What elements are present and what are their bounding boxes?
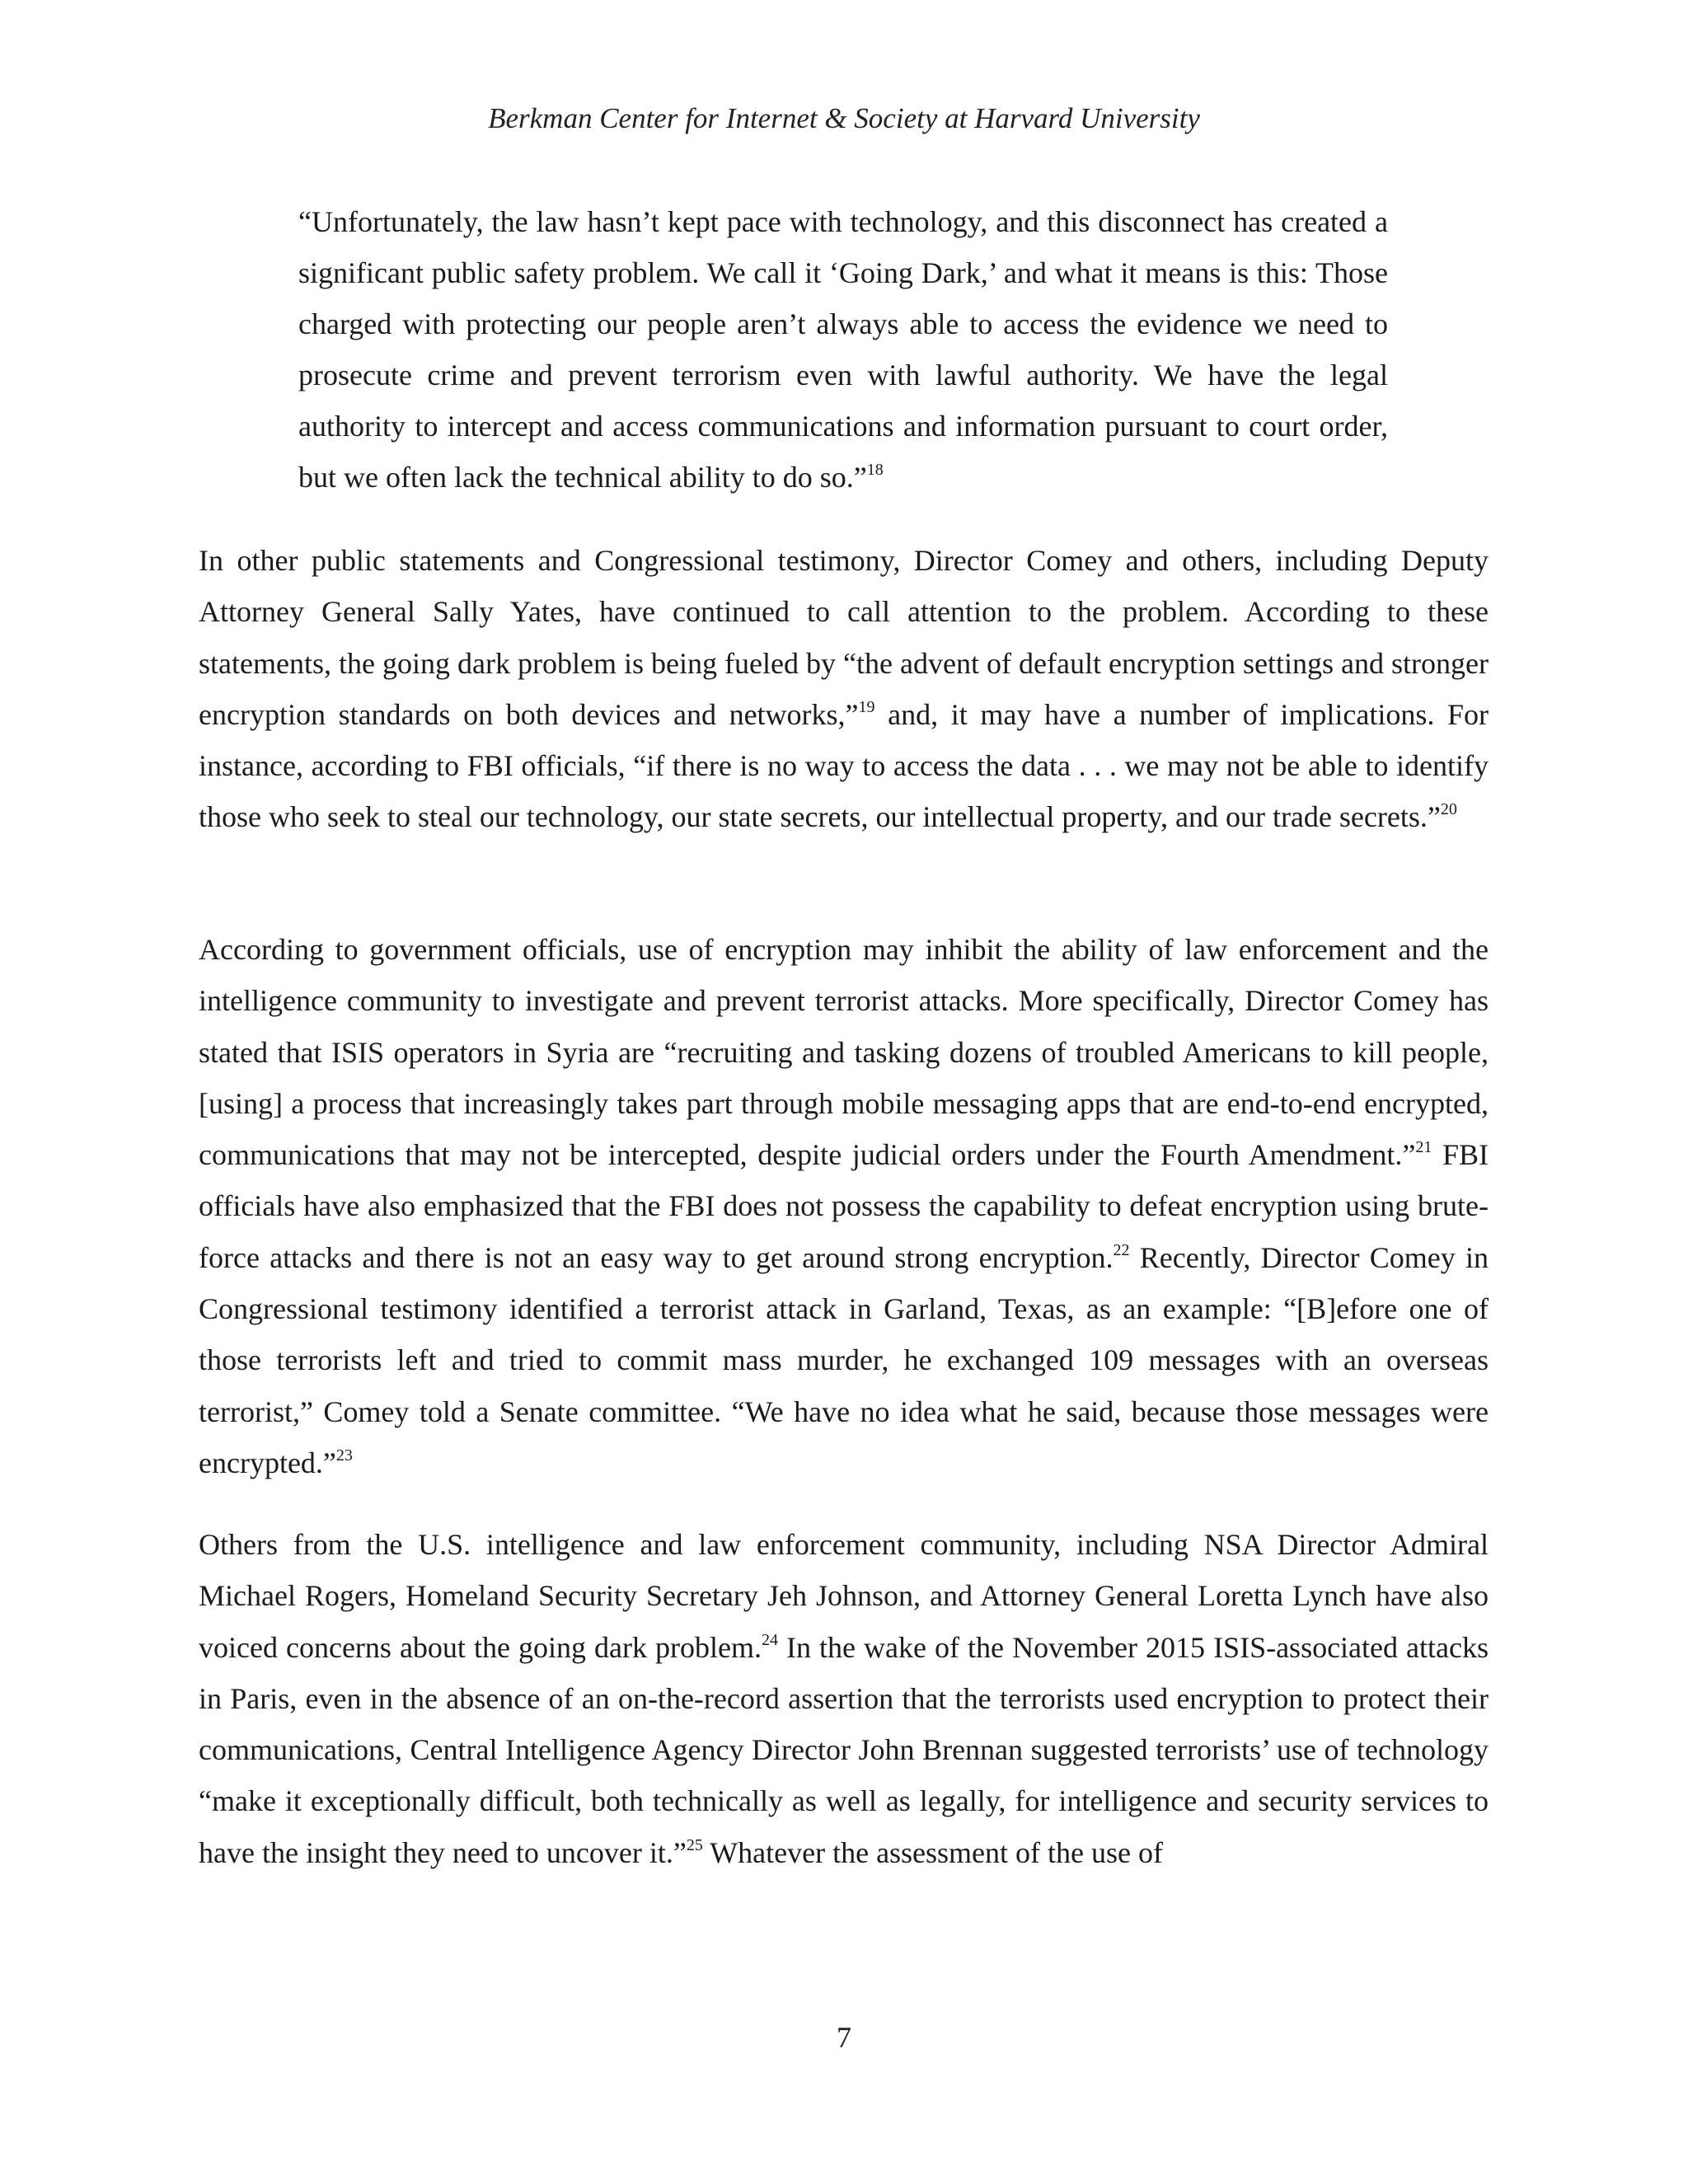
paragraph [199,924,1489,1488]
block-quote [298,196,1388,503]
footnote-ref: 21 [1415,1138,1432,1157]
paragraph-text: In the wake of the November 2015 ISIS-associated attacks in Paris, even in the absence of an on-the-record assertion that the terrorists used encryption to protect their communications, Central Intelligence Agency Director John Brennan suggested terrorists’ use of technology “make it exceptionally difficult, both technically as well as legally, for intelligence and security services to have the insight they need to uncover it.” [199,1630,1489,1869]
page-number: 7 [837,2021,851,2054]
footnote-ref: 24 [761,1630,778,1649]
quote-text: “Unfortunately, the law hasn’t kept pace with technology, and this disconnect has created a significant public safety problem. We call it ‘Going Dark,’ and what it means is this: Those charged with protecting our people aren’t always able to access the evidence we need to prosecute crime and prevent terrorism even with lawful authority. We have the legal authority to intercept and access communications and information pursuant to court order, but we often lack the technical ability to do so.” [298,205,1388,494]
paragraph [199,535,1489,843]
paragraph-text: According to government officials, use of encryption may inhibit the ability of law enforcement and the intelligence community to investigate and prevent terrorist attacks. More specifically, Director Comey has stated that ISIS operators in Syria are “recruiting and tasking dozens of troubled Americans to kill people, [using] a process that increasingly takes part through mobile messaging apps that are end-to-end encrypted, communications that may not be intercepted, despite judicial orders under the Fourth Amendment.” [199,933,1489,1172]
footnote-ref: 19 [858,697,875,716]
footnote-ref: 23 [335,1446,353,1465]
footnote-ref: 25 [686,1835,703,1854]
footnote-ref: 22 [1113,1240,1130,1259]
footnote-ref: 18 [866,461,884,479]
running-header: Berkman Center for Internet & Society at Harvard University [488,102,1200,134]
paragraph-text: Whatever the assessment of the use of [702,1835,1163,1869]
paragraph-text: Others from the U.S. intelligence and law enforcement community, including NSA Director Admiral Michael Rogers, Homeland Security Secretary Jeh Johnson, and Attorney General Loretta Lynch have also voiced concerns about the going dark problem. [199,1528,1489,1664]
paragraph-text: and, it may have a number of implications. For instance, according to FBI officials, “if there is no way to access the data . . . we may not be able to identify those who seek to steal our technology, our state secrets, our intellectual property, and our trade secrets.” [199,697,1489,834]
paragraph-text: Recently, Director Comey in Congressional testimony identified a terrorist attack in Garland, Texas, as an example: “[B]efore one of those terrorists left and tried to commit mass murder, he exchanged 109 messages with an overseas terrorist,” Comey told a Senate committee. “We have no idea what he said, because those messages were encrypted.” [199,1240,1489,1479]
paragraph-text: In other public statements and Congressional testimony, Director Comey and others, including Deputy Attorney General Sally Yates, have continued to call attention to the problem. According to these statements, the going dark problem is being fueled by “the advent of default encryption settings and stronger encryption standards on both devices and networks,” [199,544,1489,731]
footnote-ref: 20 [1440,800,1457,819]
paragraph-text: FBI officials have also emphasized that the FBI does not possess the capability to defeat encryption using brute-force attacks and there is not an easy way to get around strong encryption. [199,1138,1489,1274]
paragraph [199,1519,1489,1878]
